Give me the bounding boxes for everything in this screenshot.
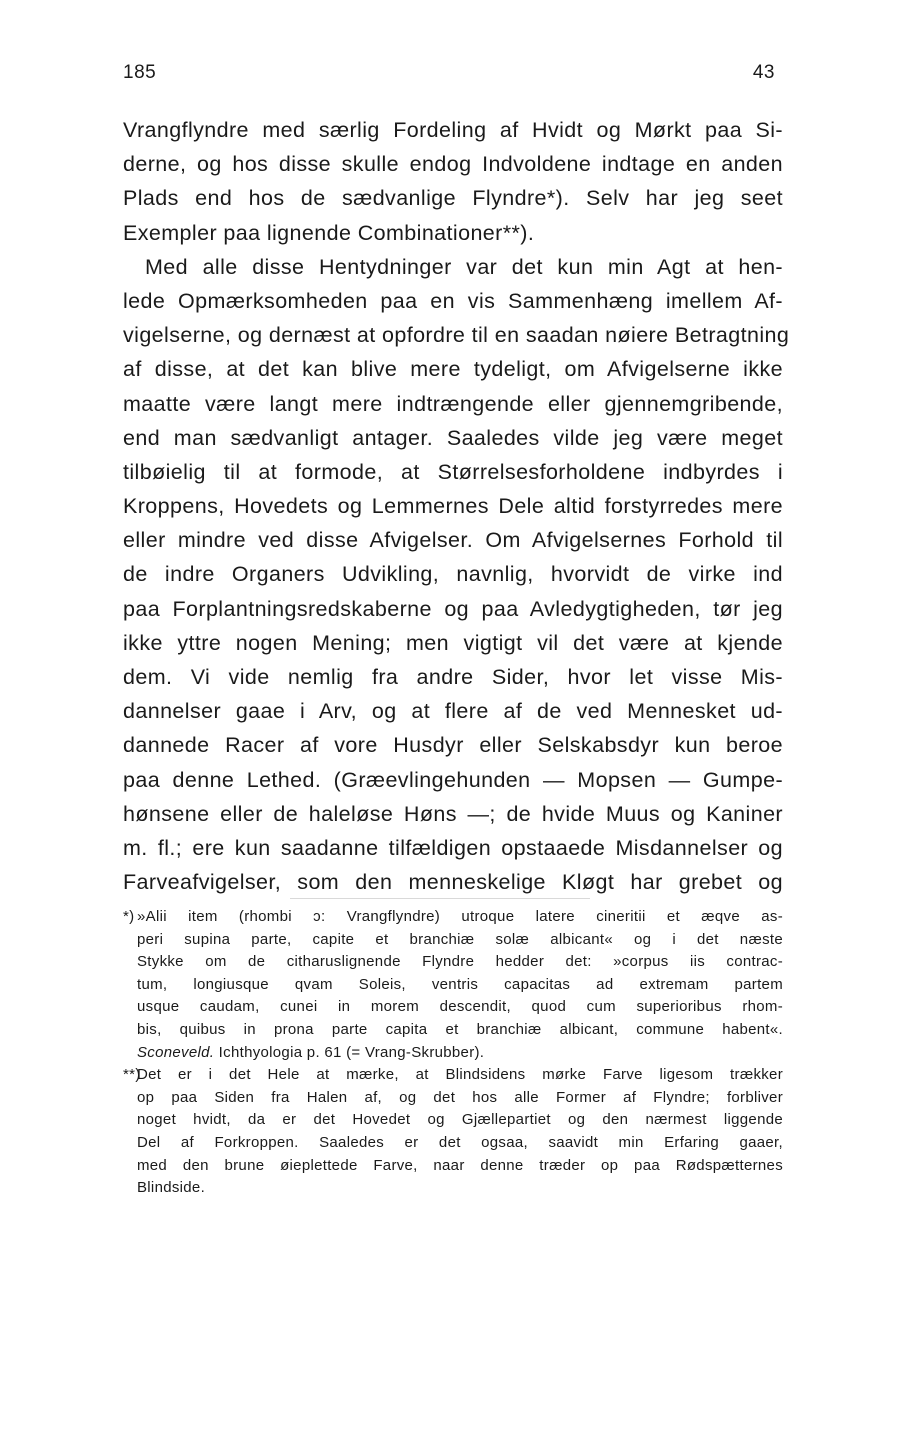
footnote-2-line: Del af Forkroppen. Saaledes er det ogsaa, saavidt min Erfaring gaaer, [137,1133,783,1151]
body-line: de indre Organers Udvikling, navnlig, hvorvidt de virke ind [123,562,783,587]
body-line: Plads end hos de sædvanlige Flyndre*). Selv har jeg seet [123,186,783,211]
body-line: Med alle disse Hentydninger var det kun min Agt at hen- [145,254,783,279]
footnote-2-line: Blindside. [137,1179,206,1197]
page-number-right: 43 [752,62,775,83]
footnotes [123,906,783,1200]
body-line: tilbøielig til at formode, at Størrelsesforholdene indbyrdes i [123,459,783,484]
footnote-1-line: Stykke om de citharuslignende Flyndre hedder det: »corpus iis contrac- [137,953,783,971]
body-line: end man sædvanligt antager. Saaledes vilde jeg være meget [123,425,783,450]
body-line: m. fl.; ere kun saadanne tilfældigen opstaaede Misdannelser og [123,835,783,860]
footnote-1-line: *) »Alii item (rhombi ɔ: Vrangflyndre) utroque latere cineritii et æqve as- [123,906,783,929]
footnote-2-line: med den brune øieplettede Farve, naar denne træder op paa Rødspætternes [137,1156,783,1174]
body-line: paa denne Lethed. (Græevlingehunden — Mopsen — Gumpe- [123,767,783,792]
footnote-2-line: op paa Siden fra Halen af, og det hos alle Former af Flyndre; forbliver [137,1088,783,1106]
citation-source: Ichthyologia p. 61 (= Vrang-Skrubber). [214,1043,485,1061]
body-text [123,113,790,899]
body-line: vigelserne, og dernæst at opfordre til en saadan nøiere Betragtning [123,323,790,348]
page-number-left: 185 [123,62,157,83]
body-line: dannelser gaae i Arv, og at flere af de ved Mennesket ud- [123,699,783,724]
footnote-1-marker: *) [123,908,135,925]
body-line: Farveafvigelser, som den menneskelige Kløgt har grebet og [123,870,783,895]
body-line: Vrangflyndre med særlig Fordeling af Hvidt og Mørkt paa Si- [123,118,783,142]
body-line: derne, og hos disse skulle endog Indvoldene indtage en anden [123,152,783,177]
footnote-2-line: **)Det er i det Hele at mærke, at Blindsidens mørke Farve ligesom trækker [123,1064,783,1087]
footnote-1-line: peri supina parte, capite et branchiæ solæ albicant« og i det næste [137,930,783,948]
footnote-1-citation [123,1042,783,1065]
footnote-1-line: bis, quibus in prona parte capita et branchiæ albicant, commune habent«. [137,1020,783,1038]
body-line: dem. Vi vide nemlig fra andre Sider, hvor let visse Mis- [123,665,783,689]
footnote-1-line: tum, longiusque qvam Soleis, ventris capacitas ad extremam partem [137,975,783,993]
body-line: eller mindre ved disse Afvigelser. Om Afvigelsernes Forhold til [123,528,783,553]
body-line: paa Forplantningsredskaberne og paa Avledygtigheden, tør jeg [123,596,783,621]
footnote-2-line: noget hvidt, da er det Hovedet og Gjællepartiet og den nærmest liggende [137,1111,783,1129]
citation-author: Sconeveld. [137,1043,215,1061]
body-line: ikke yttre nogen Mening; men vigtigt vil det være at kjende [123,630,783,655]
body-line: maatte være langt mere indtrængende eller gjennemgribende, [123,391,783,416]
body-line: dannede Racer af vore Husdyr eller Selskabsdyr kun beroe [123,733,783,758]
body-line: Exempler paa lignende Combinationer**). [123,220,535,245]
body-line: lede Opmærksomheden paa en vis Sammenhæng imellem Af- [123,288,783,313]
body-line: af disse, at det kan blive mere tydeligt, om Afvigelserne ikke [123,357,783,382]
page-header [123,62,775,86]
body-line: Kroppens, Hovedets og Lemmernes Dele altid forstyrredes mere [123,494,783,519]
body-line: hønsene eller de haleløse Høns —; de hvide Muus og Kaniner [123,801,783,826]
footnote-2-marker: **) [123,1066,141,1084]
footnote-1-line: usque caudam, cunei in morem descendit, quod cum superioribus rhom- [137,998,783,1016]
footnote-divider [290,898,590,899]
